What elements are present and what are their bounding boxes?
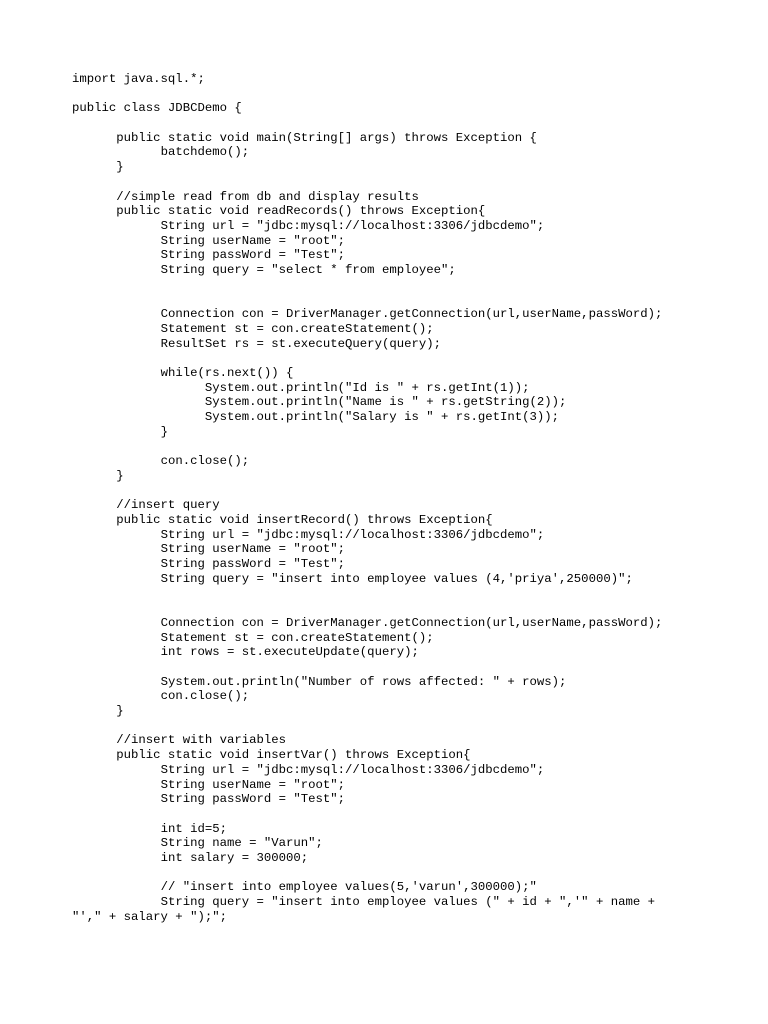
code-line: // "insert into employee values(5,'varun',300000);"	[72, 880, 537, 895]
code-line: String name = "Varun";	[72, 836, 323, 851]
code-line: String userName = "root";	[72, 542, 346, 557]
code-line	[72, 175, 662, 190]
code-line: String userName = "root";	[72, 233, 346, 248]
code-line: public static void main(String[] args) throws Exception {	[72, 130, 537, 145]
code-line: ResultSet rs = st.executeQuery(query);	[72, 336, 441, 351]
code-line: String passWord = "Test";	[72, 557, 346, 572]
code-line: System.out.println("Number of rows affected: " + rows);	[72, 674, 567, 689]
code-line: }	[72, 468, 124, 483]
code-line: System.out.println("Salary is " + rs.getInt(3));	[72, 410, 560, 425]
code-line: public static void readRecords() throws Exception{	[72, 204, 486, 219]
code-line: String userName = "root";	[72, 777, 346, 792]
code-line: public static void insertRecord() throws Exception{	[72, 512, 493, 527]
code-line: String url = "jdbc:mysql://localhost:3306/jdbcdemo";	[72, 762, 545, 777]
code-line	[72, 116, 662, 131]
code-line: //insert with variables	[72, 733, 287, 748]
code-line: int id=5;	[72, 821, 227, 836]
code-line: import java.sql.*;	[72, 72, 205, 86]
code-line: Statement st = con.createStatement();	[72, 321, 434, 336]
code-line	[72, 87, 662, 102]
code-line: String url = "jdbc:mysql://localhost:3306/jdbcdemo";	[72, 218, 545, 233]
code-line: "'," + salary + ");";	[72, 909, 227, 924]
code-line	[72, 439, 662, 454]
code-line: String url = "jdbc:mysql://localhost:3306/jdbcdemo";	[72, 527, 545, 542]
code-line: con.close();	[72, 454, 250, 469]
code-line: int salary = 300000;	[72, 851, 309, 866]
code-line: batchdemo();	[72, 145, 250, 160]
code-line	[72, 660, 662, 675]
code-line: Connection con = DriverManager.getConnection(url,userName,passWord);	[72, 615, 663, 630]
code-line: System.out.println("Id is " + rs.getInt(1));	[72, 380, 530, 395]
code-line: while(rs.next()) {	[72, 365, 294, 380]
code-line: String query = "select * from employee";	[72, 263, 456, 278]
code-line: //insert query	[72, 498, 220, 513]
code-line	[72, 719, 662, 734]
code-line: Connection con = DriverManager.getConnection(url,userName,passWord);	[72, 307, 663, 322]
code-line	[72, 292, 662, 307]
code-line: }	[72, 704, 124, 719]
code-line	[72, 807, 662, 822]
code-line	[72, 586, 662, 601]
code-line: con.close();	[72, 689, 250, 704]
code-line	[72, 484, 662, 499]
code-line: String passWord = "Test";	[72, 248, 346, 263]
code-line	[72, 601, 662, 616]
code-line: String query = "insert into employee values (" + id + ",'" + name +	[72, 895, 663, 910]
code-line: System.out.println("Name is " + rs.getString(2));	[72, 395, 567, 410]
code-line: String passWord = "Test";	[72, 792, 346, 807]
code-line: public static void insertVar() throws Exception{	[72, 748, 471, 763]
code-line: String query = "insert into employee values (4,'priya',250000)";	[72, 571, 633, 586]
code-line: Statement st = con.createStatement();	[72, 630, 434, 645]
code-line: }	[72, 160, 124, 175]
code-line	[72, 866, 662, 881]
code-line: public class JDBCDemo {	[72, 101, 242, 116]
code-line: int rows = st.executeUpdate(query);	[72, 645, 419, 660]
code-line: //simple read from db and display results	[72, 189, 419, 204]
code-line	[72, 278, 662, 293]
code-line	[72, 351, 662, 366]
code-block	[72, 72, 662, 925]
code-line: }	[72, 424, 168, 439]
